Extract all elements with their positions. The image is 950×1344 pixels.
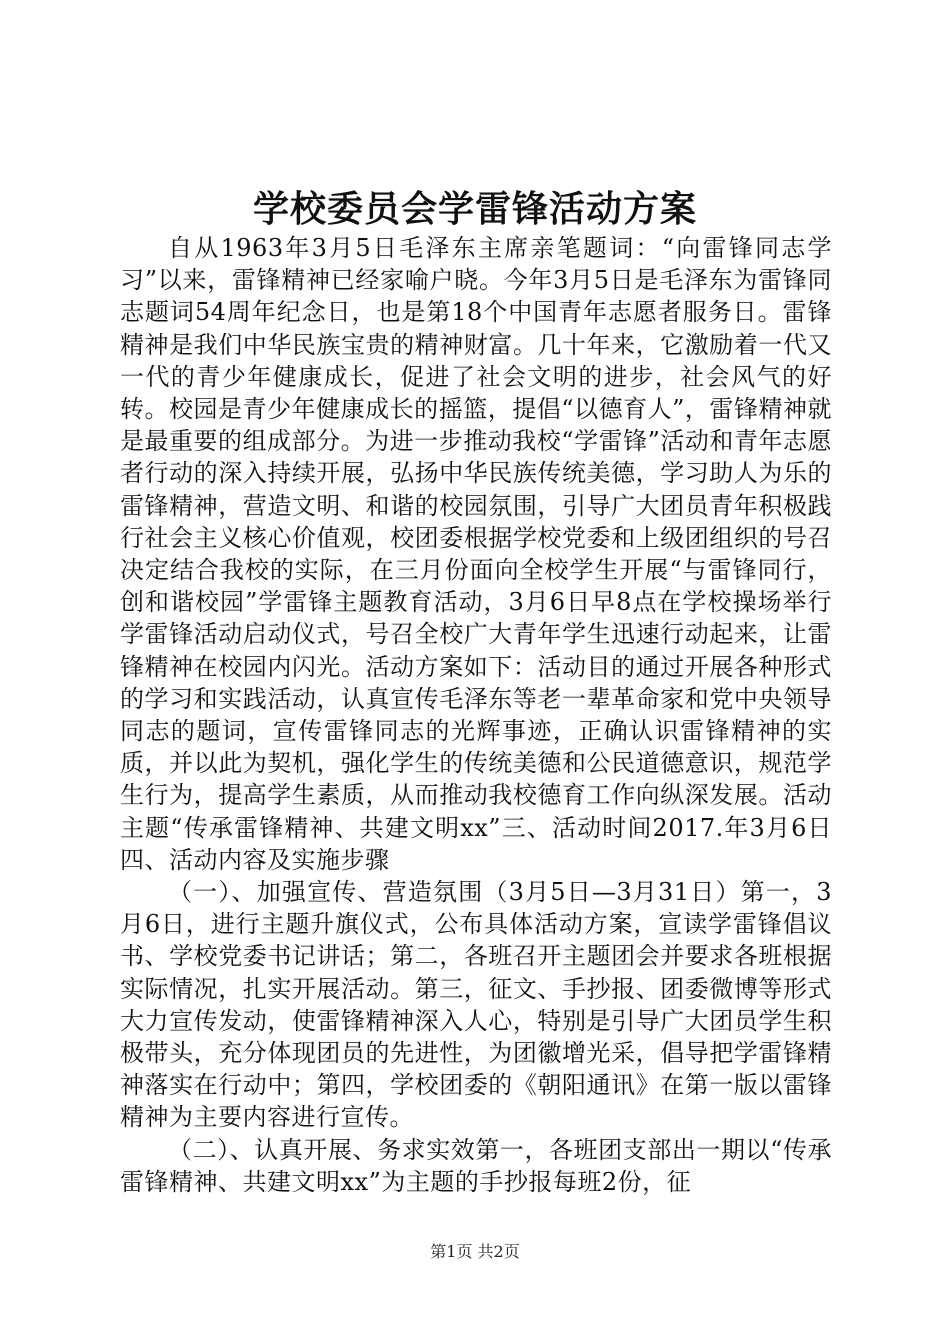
paragraph-section-2: （二）、认真开展、务求实效第一，各班团支部出一期以“传承雷锋精神、共建文明xx”为主题的手抄报每班2份，征 [120, 1135, 832, 1196]
document-title: 学校委员会学雷锋活动方案 [252, 188, 697, 230]
document-body [120, 232, 832, 1198]
paragraph-intro: 自从1963年3月5日毛泽东主席亲笔题词：“向雷锋同志学习”以来，雷锋精神已经家喻户晓。今年3月5日是毛泽东为雷锋同志题词54周年纪念日，也是第18个中国青年志愿者服务日。雷锋精神是我们中华民族宝贵的精神财富。几十年来，它激励着一代又一代的青少年健康成长，促进了社会文明的进步，社会风气的好转。校园是青少年健康成长的摇篮，提倡“以德育人”，雷锋精神就是最重要的组成部分。为进一步推动我校“学雷锋”活动和青年志愿者行动的深入持续开展，弘扬中华民族传统美德，学习助人为乐的雷锋精神，营造文明、和谐的校园氛围，引导广大团员青年积极践行社会主义核心价值观，校团委根据学校党委和上级团组织的号召决定结合我校的实际，在三月份面向全校学生开展“与雷锋同行，创和谐校园”学雷锋主题教育活动，3月6日早8点在学校操场举行学雷锋活动启动仪式，号召全校广大青年学生迅速行动起来，让雷锋精神在校园内闪光。活动方案如下：活动目的通过开展各种形式的学习和实践活动，认真宣传毛泽东等老一辈革命家和党中央领导同志的题词，宣传雷锋同志的光辉事迹，正确认识雷锋精神的实质，并以此为契机，强化学生的传统美德和公民道德意识，规范学生行为，提高学生素质，从而推动我校德育工作向纵深发展。活动主题“传承雷锋精神、共建文明xx”三、活动时间2017.年3月6日四、活动内容及实施步骤 [120, 234, 832, 874]
page-footer: 第1页 共2页 [430, 1242, 520, 1261]
paragraph-section-1: （一）、加强宣传、营造氛围（3月5日—3月31日）第一，3月6日，进行主题升旗仪式，公布具体活动方案，宣读学雷锋倡议书、学校党委书记讲话；第二，各班召开主题团会并要求各班根据实际情况，扎实开展活动。第三，征文、手抄报、团委微博等形式大力宣传发动，使雷锋精神深入人心，特别是引导广大团员学生积极带头，充分体现团员的先进性，为团徽增光采，倡导把学雷锋精神落实在行动中；第四，学校团委的《朝阳通讯》在第一版以雷锋精神为主要内容进行宣传。 [120, 878, 832, 1132]
